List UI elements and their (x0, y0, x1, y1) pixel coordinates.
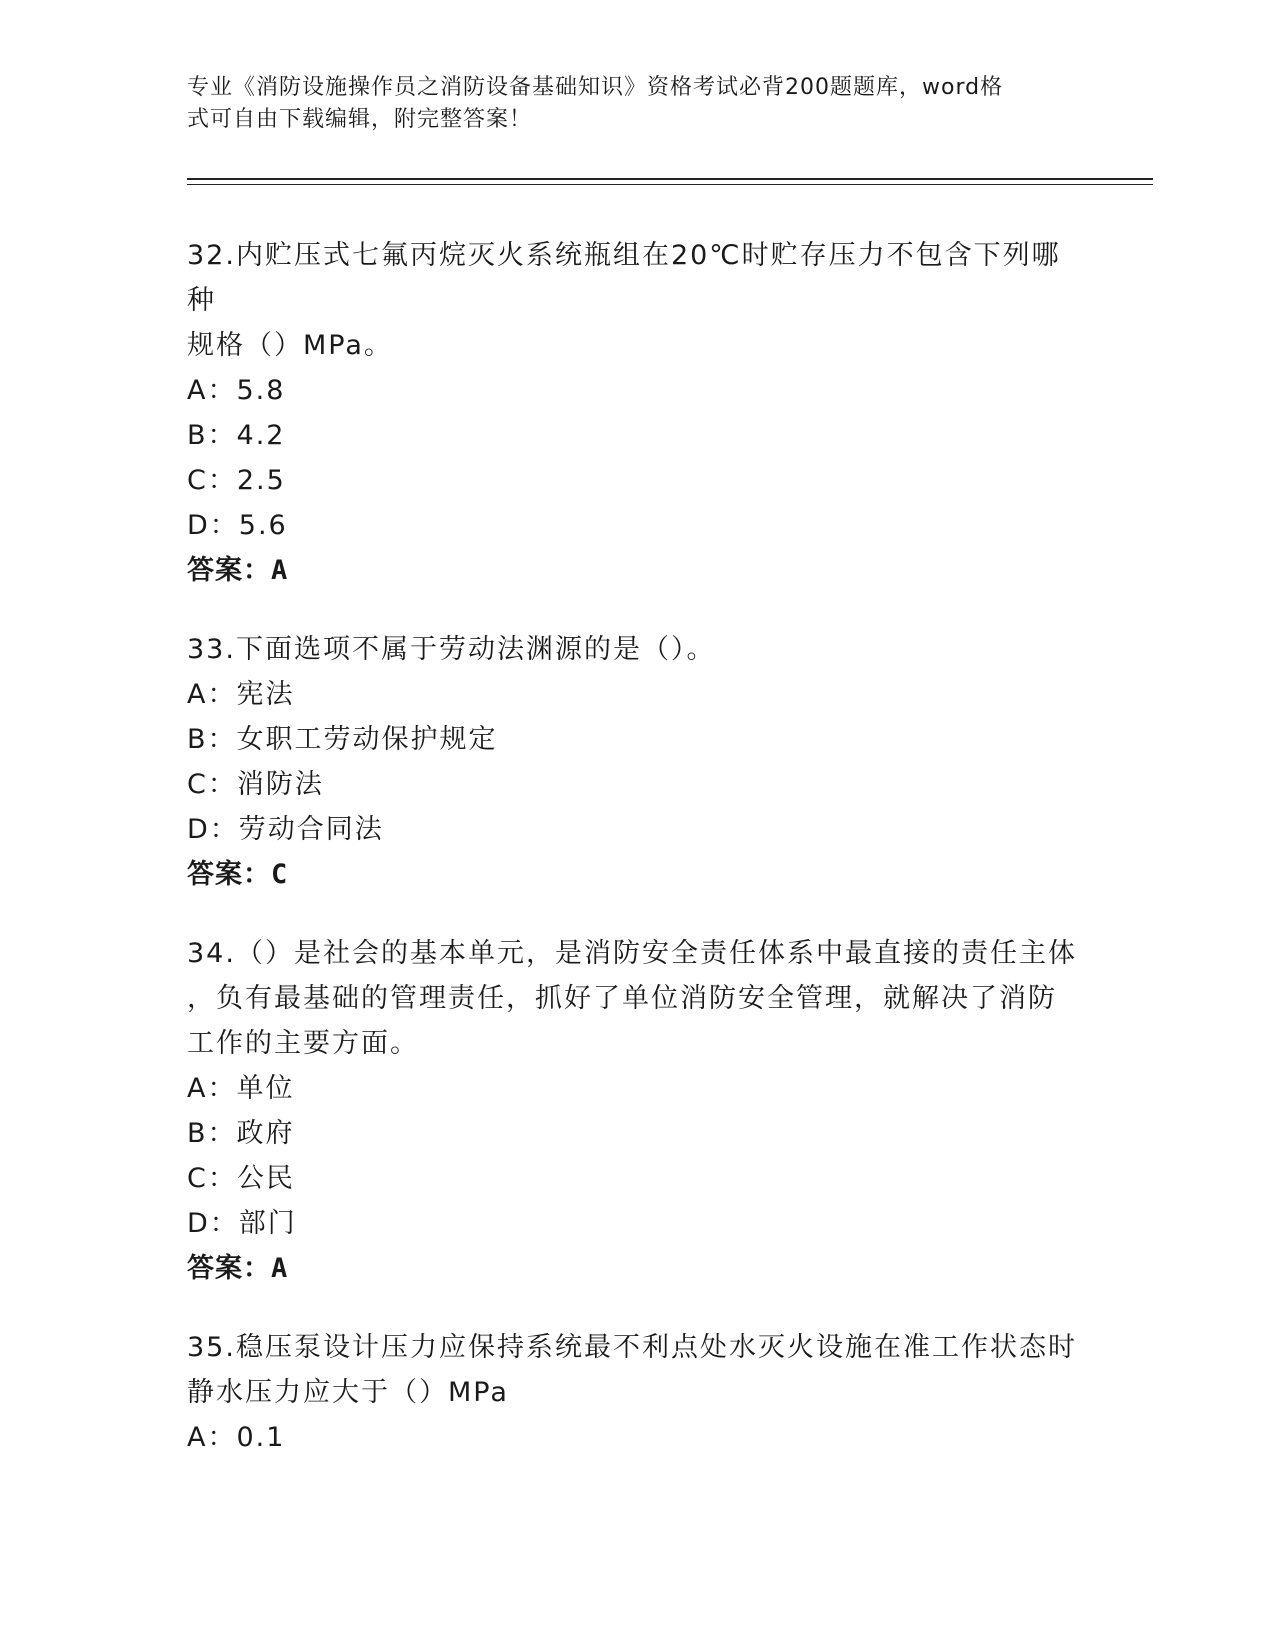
option-a: A：5.8 (187, 375, 286, 406)
answer-value: A (271, 1253, 289, 1284)
answer-label: 答案： (187, 555, 271, 586)
document-header (187, 72, 1067, 136)
question-stem-line: 静水压力应大于（）MPa (187, 1377, 509, 1408)
option-c: C：公民 (187, 1163, 295, 1194)
question-stem-line: 规格（）MPa。 (187, 330, 393, 361)
option-a: A：单位 (187, 1073, 295, 1104)
header-divider-thick (187, 178, 1153, 180)
option-a: A：0.1 (187, 1422, 286, 1453)
question-stem-line: 35.稳压泵设计压力应保持系统最不利点处水灭火设施在准工作状态时 (187, 1332, 1077, 1363)
question-stem-line: 34.（）是社会的基本单元，是消防安全责任体系中最直接的责任主体 (187, 938, 1077, 969)
header-divider-thin (187, 184, 1153, 185)
option-b: B：女职工劳动保护规定 (187, 724, 498, 755)
question-34 (187, 931, 1087, 1291)
answer-label: 答案： (187, 1253, 271, 1284)
header-line-2: 式可自由下载编辑，附完整答案！ (187, 107, 533, 132)
answer-line (187, 1246, 1087, 1291)
option-a: A：宪法 (187, 679, 295, 710)
option-b: B：政府 (187, 1118, 295, 1149)
question-stem-line: ，负有最基础的管理责任，抓好了单位消防安全管理，就解决了消防 (187, 983, 1057, 1014)
answer-line (187, 548, 1087, 593)
answer-value: C (271, 859, 289, 890)
question-stem-line: 33.下面选项不属于劳动法渊源的是（）。 (187, 634, 716, 665)
option-c: C：2.5 (187, 465, 286, 496)
header-line-1: 专业《消防设施操作员之消防设备基础知识》资格考试必背200题题库，word格 (187, 75, 1004, 100)
question-stem-line: 工作的主要方面。 (187, 1028, 419, 1059)
option-b: B：4.2 (187, 420, 286, 451)
question-stem-line: 32.内贮压式七氟丙烷灭火系统瓶组在20℃时贮存压力不包含下列哪种 (187, 240, 1061, 316)
question-32 (187, 233, 1087, 593)
question-33 (187, 627, 1087, 897)
answer-label: 答案： (187, 859, 271, 890)
question-list (187, 233, 1087, 1494)
answer-value: A (271, 555, 289, 586)
answer-line (187, 852, 1087, 897)
option-c: C：消防法 (187, 769, 324, 800)
question-35 (187, 1325, 1087, 1460)
option-d: D：劳动合同法 (187, 814, 384, 845)
option-d: D：5.6 (187, 510, 288, 541)
option-d: D：部门 (187, 1208, 297, 1239)
